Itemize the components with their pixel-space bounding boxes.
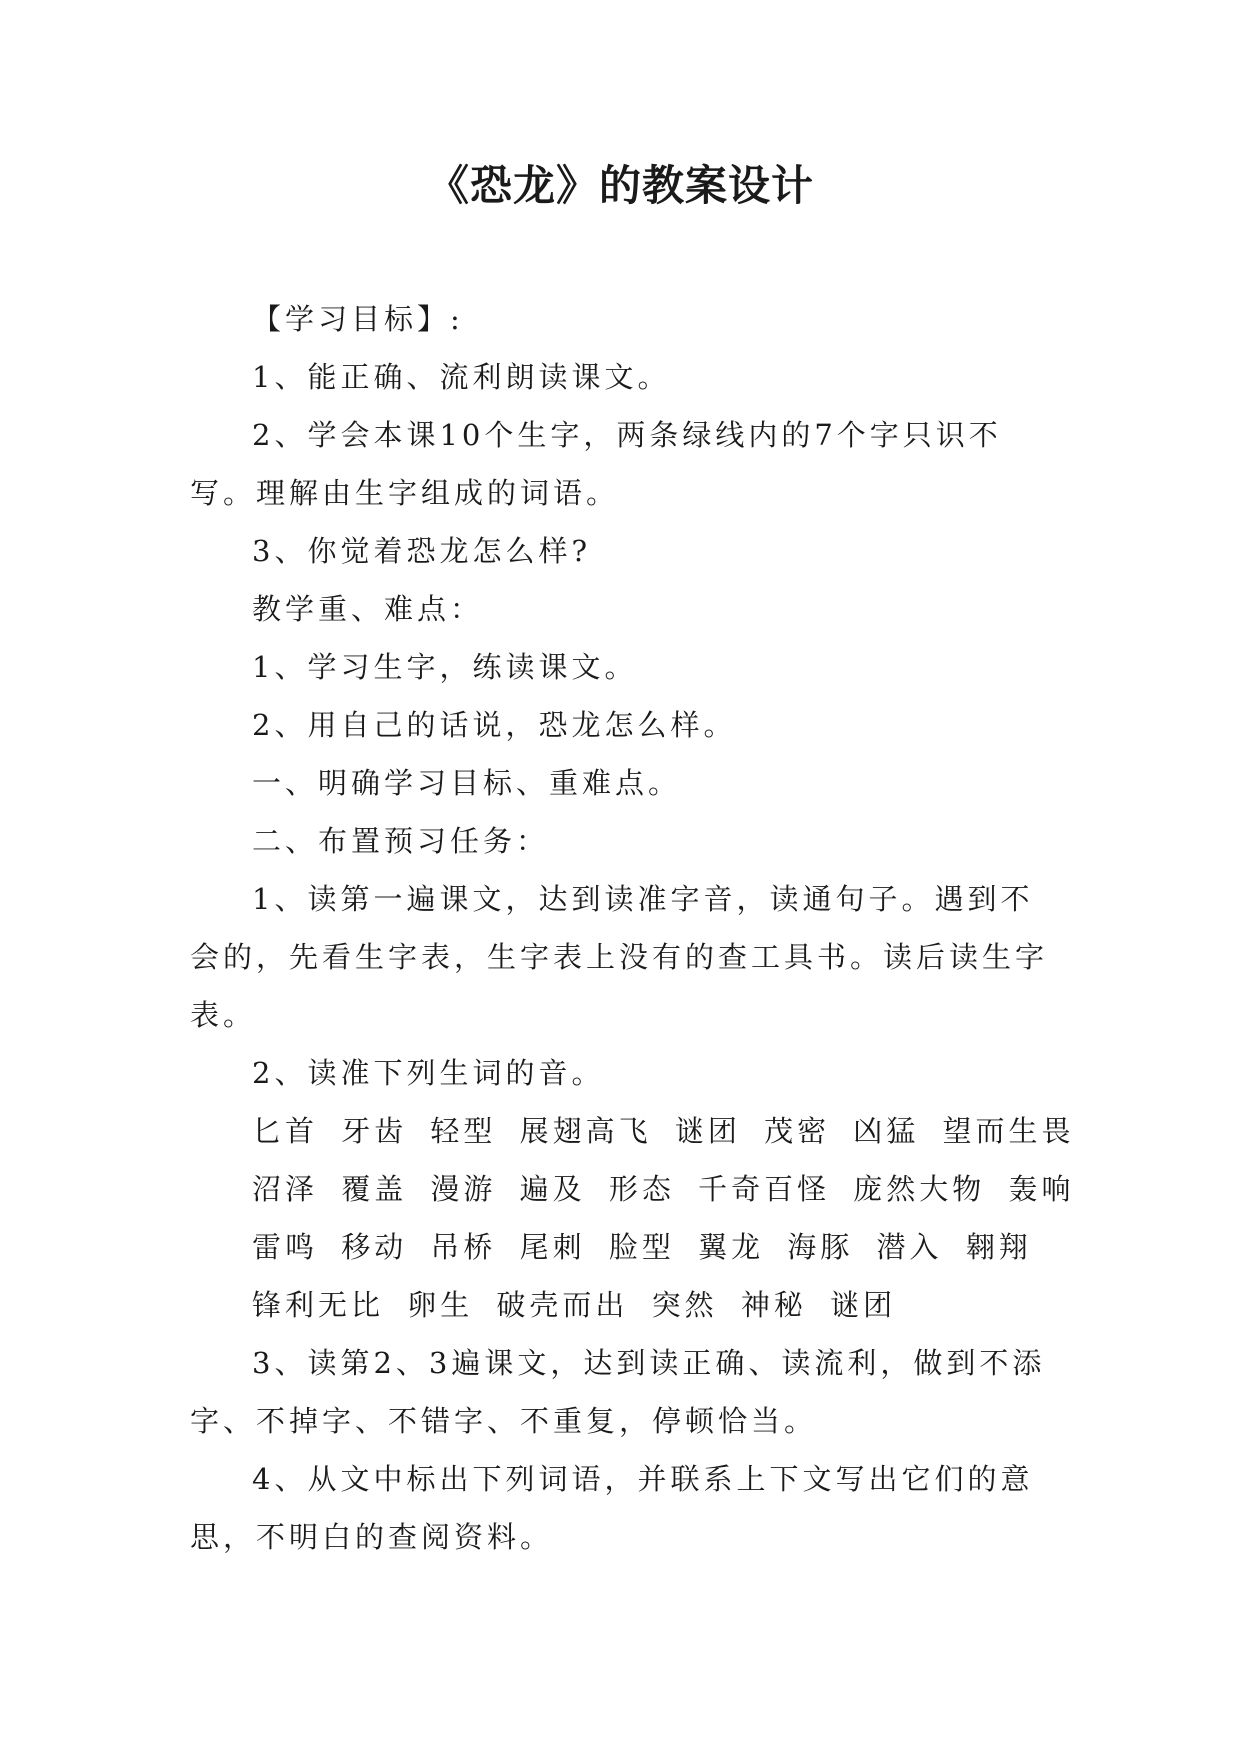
document-title: 《恐龙》的教案设计 xyxy=(426,161,814,210)
key-point-2: 2、用自己的话说，恐龙怎么样。 xyxy=(252,708,737,742)
step-heading-1: 一、明确学习目标、重难点。 xyxy=(252,766,682,800)
task-item-1: 1、读第一遍课文，达到读准字音，读通句子。遇到不会的，先看生字表，生字表上没有的查工具书。读后读生字表。 xyxy=(190,882,1049,1032)
task-item-3: 3、读第2、3遍课文，达到读正确、读流利，做到不添字、不掉字、不错字、不重复，停顿恰当。 xyxy=(190,1346,1046,1438)
word-list-line-1: 匕首 牙齿 轻型 展翅高飞 谜团 茂密 凶猛 望而生畏 xyxy=(252,1114,1075,1148)
task-item-2: 2、读准下列生词的音。 xyxy=(252,1056,605,1090)
goal-item-1: 1、能正确、流利朗读课文。 xyxy=(252,360,671,394)
goal-item-3: 3、你觉着恐龙怎么样? xyxy=(252,534,591,568)
document-body xyxy=(190,290,1075,1566)
goal-item-2: 2、学会本课10个生字，两条绿线内的7个字只识不写。理解由生字组成的词语。 xyxy=(190,418,1002,510)
key-point-1: 1、学习生字，练读课文。 xyxy=(252,650,638,684)
section-heading-key-points: 教学重、难点： xyxy=(252,592,484,626)
word-list-line-3: 雷鸣 移动 吊桥 尾刺 脸型 翼龙 海豚 潜入 翱翔 xyxy=(252,1230,1032,1264)
task-item-4: 4、从文中标出下列词语，并联系上下文写出它们的意思，不明白的查阅资料。 xyxy=(190,1462,1034,1554)
word-list-line-2: 沼泽 覆盖 漫游 遍及 形态 千奇百怪 庞然大物 轰响 xyxy=(252,1172,1075,1206)
word-list-line-4: 锋利无比 卵生 破壳而出 突然 神秘 谜团 xyxy=(252,1288,897,1322)
section-heading-learning-goals: 【学习目标】: xyxy=(252,302,464,336)
step-heading-2: 二、布置预习任务： xyxy=(252,824,550,858)
